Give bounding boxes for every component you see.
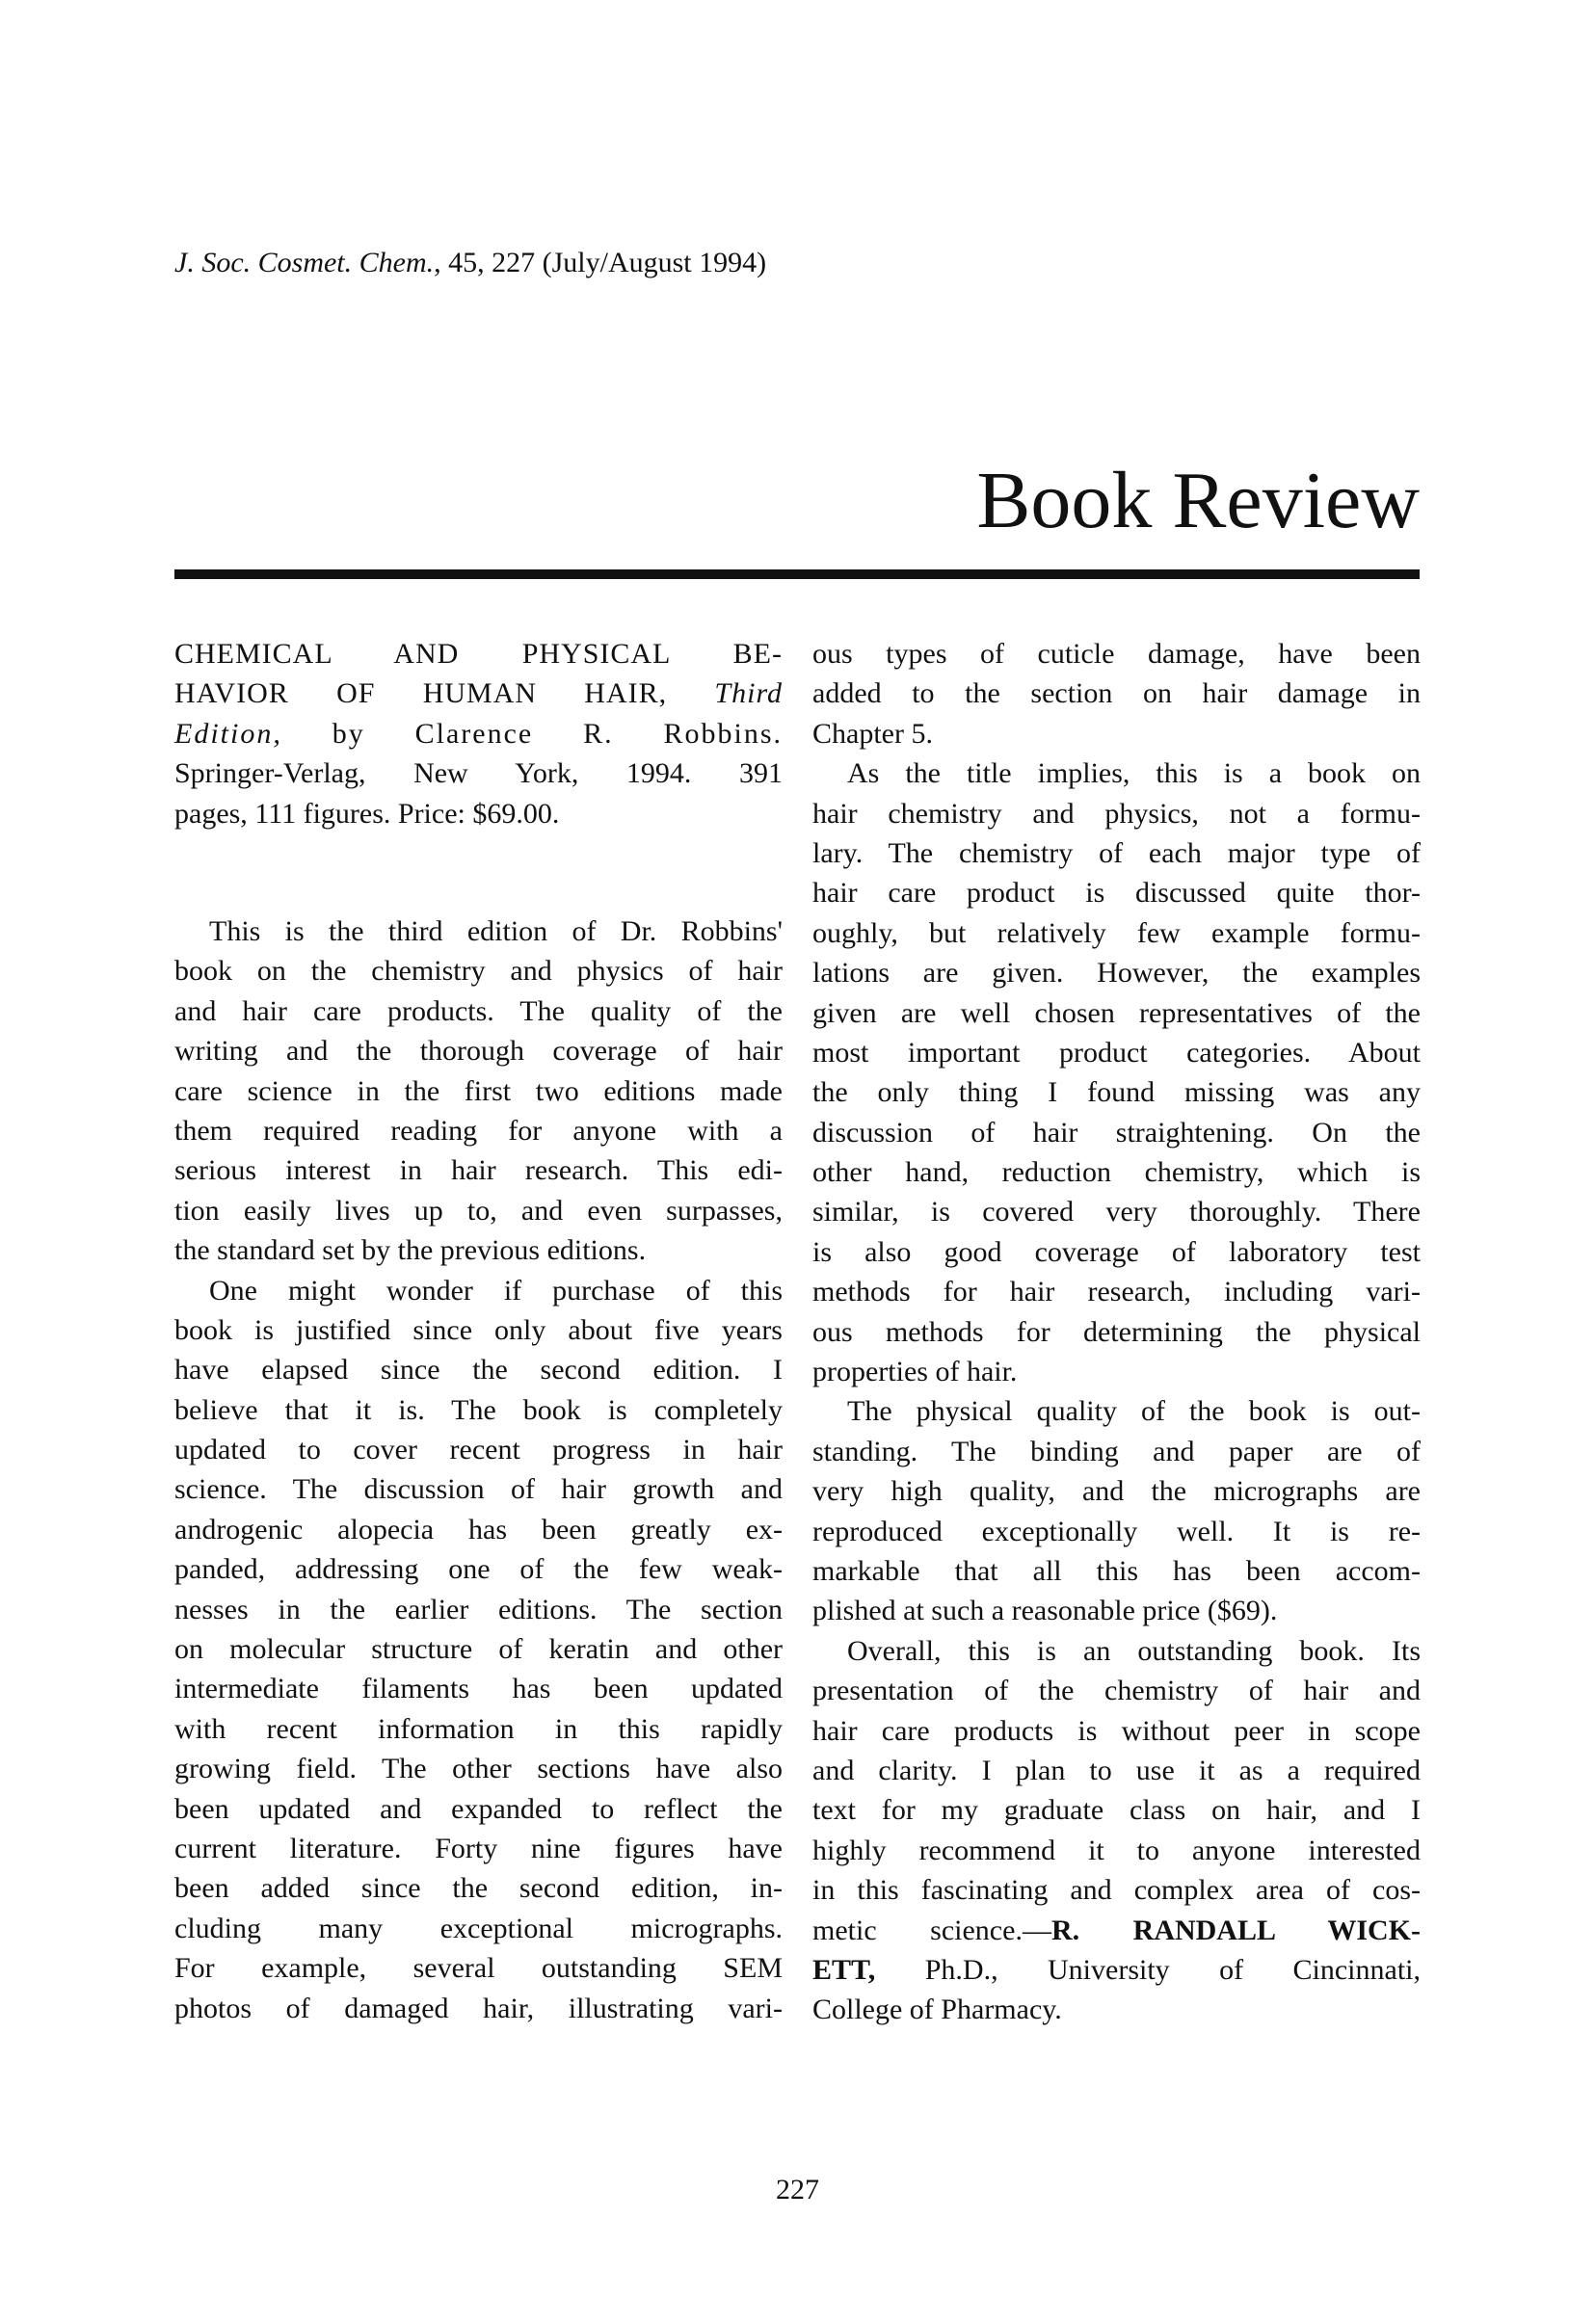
text-line: growing field. The other sections have also bbox=[174, 1753, 783, 1785]
text-line: added to the section on hair damage in bbox=[812, 677, 1421, 710]
text-line: lary. The chemistry of each major type of bbox=[812, 836, 1421, 869]
book-title-line: CHEMICAL AND PHYSICAL BE- bbox=[174, 638, 783, 670]
text-line: current literature. Forty nine figures have bbox=[174, 1832, 783, 1864]
title-rule bbox=[174, 569, 1420, 579]
book-citation bbox=[174, 634, 783, 833]
text-line: panded, addressing one of the few weak- bbox=[174, 1553, 783, 1586]
text-line: reproduced exceptionally well. It is re- bbox=[812, 1515, 1421, 1547]
text-line: intermediate filaments has been updated bbox=[174, 1673, 783, 1705]
book-title-line bbox=[174, 673, 783, 713]
journal-citation bbox=[174, 247, 766, 279]
text-line: oughly, but relatively few example formu- bbox=[812, 916, 1421, 949]
text-line: book is justified since only about five years bbox=[174, 1313, 783, 1346]
text-line: highly recommend it to anyone interested bbox=[812, 1834, 1421, 1866]
text-line: the only thing I found missing was any bbox=[812, 1076, 1421, 1109]
edition-text: Third bbox=[714, 677, 784, 710]
text-line: tion easily lives up to, and even surpasses, bbox=[174, 1194, 783, 1227]
text-line: properties of hair. bbox=[812, 1356, 1018, 1388]
text-line: methods for hair research, including vari- bbox=[812, 1276, 1421, 1308]
text-line: standing. The binding and paper are of bbox=[812, 1435, 1421, 1467]
text-line: Chapter 5. bbox=[812, 717, 933, 750]
text-line: nesses in the earlier editions. The section bbox=[174, 1593, 783, 1625]
text-line: care science in the first two editions made bbox=[174, 1074, 783, 1107]
text-line: ous types of cuticle damage, have been bbox=[812, 638, 1421, 670]
text-line: photos of damaged hair, illustrating vari- bbox=[174, 1992, 783, 2024]
book-publisher-line: Springer-Verlag, New York, 1994. 391 bbox=[174, 757, 783, 790]
text-line: is also good coverage of laboratory test bbox=[812, 1235, 1421, 1268]
journal-abbrev: J. Soc. Cosmet. Chem. bbox=[174, 247, 435, 278]
reviewer-name: ETT, bbox=[812, 1953, 876, 1986]
text-line: markable that all this has been accom- bbox=[812, 1554, 1421, 1587]
text-line: been updated and expanded to reflect the bbox=[174, 1792, 783, 1825]
text-line: hair care products is without peer in scope bbox=[812, 1714, 1421, 1747]
text-line: and hair care products. The quality of the bbox=[174, 994, 783, 1027]
text-line: the standard set by the previous editions. bbox=[174, 1234, 647, 1267]
signature-line: College of Pharmacy. bbox=[812, 1994, 1062, 2026]
text-line: and clarity. I plan to use it as a required bbox=[812, 1754, 1421, 1786]
text-line: plished at such a reasonable price ($69). bbox=[812, 1595, 1278, 1627]
signature-line bbox=[812, 1950, 1421, 1990]
text-line: serious interest in hair research. This edi- bbox=[174, 1154, 783, 1187]
text-line: The physical quality of the book is out- bbox=[847, 1395, 1421, 1428]
text-line: book on the chemistry and physics of hair bbox=[174, 955, 783, 988]
text-line: presentation of the chemistry of hair and bbox=[812, 1675, 1421, 1707]
book-author-line bbox=[174, 714, 783, 753]
book-title-text: HAVIOR OF HUMAN HAIR, bbox=[174, 677, 668, 710]
text-lead: metic science.— bbox=[812, 1914, 1051, 1946]
citation-details: , 45, 227 (July/August 1994) bbox=[434, 247, 767, 278]
text-line: updated to cover recent progress in hair bbox=[174, 1434, 783, 1466]
text-line: writing and the thorough coverage of hair bbox=[174, 1035, 783, 1068]
text-line: ous methods for determining the physical bbox=[812, 1315, 1421, 1348]
text-line: science. The discussion of hair growth and bbox=[174, 1473, 783, 1506]
text-line: discussion of hair straightening. On the bbox=[812, 1116, 1421, 1149]
text-line: in this fascinating and complex area of cos- bbox=[812, 1874, 1421, 1907]
text-line: Overall, this is an outstanding book. Its bbox=[847, 1634, 1421, 1667]
section-title: Book Review bbox=[976, 456, 1420, 545]
text-line: on molecular structure of keratin and other bbox=[174, 1633, 783, 1666]
text-line: have elapsed since the second edition. I bbox=[174, 1354, 783, 1386]
text-line: As the title implies, this is a book on bbox=[847, 757, 1421, 790]
author-text: by Clarence R. Robbins. bbox=[332, 717, 783, 750]
text-line: cluding many exceptional micrographs. bbox=[174, 1912, 783, 1944]
text-line: One might wonder if purchase of this bbox=[209, 1274, 783, 1307]
text-line: very high quality, and the micrographs are bbox=[812, 1475, 1421, 1508]
signature-line bbox=[812, 1911, 1421, 1950]
page-number: 227 bbox=[776, 2174, 819, 2205]
text-line: This is the third edition of Dr. Robbins' bbox=[209, 915, 783, 947]
text-line: text for my graduate class on hair, and I bbox=[812, 1794, 1421, 1827]
text-line: hair chemistry and physics, not a formu- bbox=[812, 797, 1421, 830]
text-line: hair care product is discussed quite thor- bbox=[812, 877, 1421, 910]
right-column-body bbox=[812, 634, 1421, 2030]
text-line: similar, is covered very thoroughly. There bbox=[812, 1196, 1421, 1228]
text-line: given are well chosen representatives of the bbox=[812, 996, 1421, 1029]
text-line: been added since the second edition, in- bbox=[174, 1872, 783, 1905]
text-line: with recent information in this rapidly bbox=[174, 1712, 783, 1745]
text-line: believe that it is. The book is completely bbox=[174, 1393, 783, 1426]
text-line: For example, several outstanding SEM bbox=[174, 1952, 783, 1985]
text-line: them required reading for anyone with a bbox=[174, 1114, 783, 1147]
text-line: other hand, reduction chemistry, which is bbox=[812, 1156, 1421, 1189]
left-column-body bbox=[174, 911, 783, 2028]
book-price-line: pages, 111 figures. Price: $69.00. bbox=[174, 797, 560, 830]
text-line: most important product categories. About bbox=[812, 1036, 1421, 1069]
edition-text: Edition, bbox=[174, 717, 282, 750]
text-line: androgenic alopecia has been greatly ex- bbox=[174, 1513, 783, 1545]
reviewer-name: R. RANDALL WICK- bbox=[1050, 1914, 1421, 1946]
reviewer-affiliation: Ph.D., University of Cincinnati, bbox=[875, 1953, 1421, 1986]
text-line: lations are given. However, the examples bbox=[812, 957, 1421, 990]
